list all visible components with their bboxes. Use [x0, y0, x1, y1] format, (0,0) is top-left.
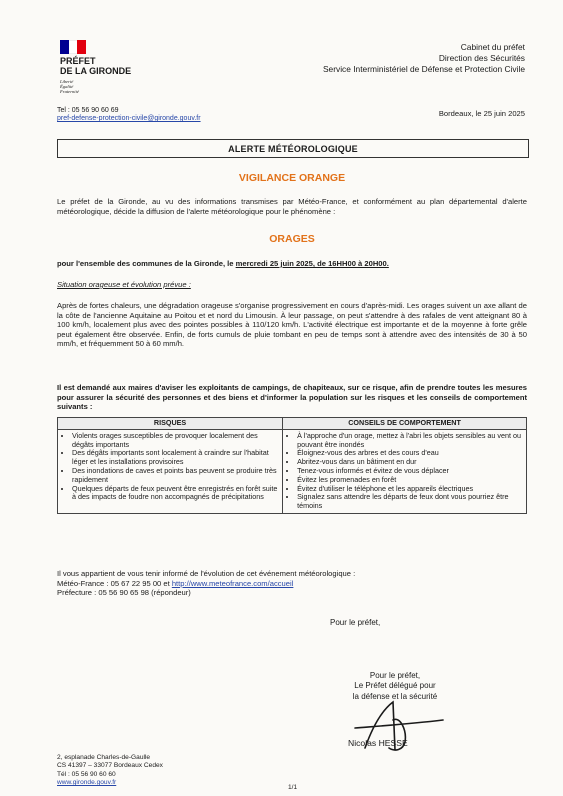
advice-item: • Signalez sans attendre les départs de feux dont vous pourriez être témoins [297, 493, 523, 511]
motto-liberte: Liberté [60, 79, 74, 84]
advice-item: • Éloignez-vous des arbres et des cours d'eau [297, 449, 523, 458]
meteo-prefix: Météo-France : 05 67 22 95 00 et [57, 578, 172, 588]
logo-motto [60, 79, 160, 94]
logo-name-line2: DE LA GIRONDE [60, 66, 132, 76]
situation-paragraph: Après de fortes chaleurs, une dégradation orageuse s'organise progressivement en cours d'après-midi. Les orages suivent un axe allant de la côte de l'ancienne Aquitaine au Poitou et et nord du Limousin. À leur passage, on peut s'attendre à des rafales de vent atteignant 80 à 100 km/h, localement plus avec des pointes possibles à 110/120 km/h. L'activité électrique est importante et de la moyenne à forte grêle peut également être observée. Enfin, de forts cumuls de pluie tombant en peu de temps sont à attendre avec des intensités de 30 à 50 mm/h, et fréquemment 50 à 60 mm/h. [57, 301, 527, 349]
footer-website[interactable]: www.gironde.gouv.fr [57, 779, 117, 787]
document-title: ALERTE MÉTÉOROLOGIQUE [57, 139, 529, 158]
sender-email[interactable]: pref-defense-protection-civile@gironde.gouv.fr [57, 115, 201, 123]
phenomenon: ORAGES [269, 233, 315, 245]
situation-heading: Situation orageuse et évolution prévue : [57, 280, 191, 289]
service-line-direction: Direction des Sécurités [438, 53, 525, 63]
scope-line [57, 259, 527, 269]
footer-cs: CS 41397 – 33077 Bordeaux Cedex [57, 762, 163, 770]
marianne-flag-icon [60, 40, 86, 54]
risk-item: • Violents orages susceptibles de provoquer localement des dégâts importants [72, 432, 279, 450]
meteo-line [57, 579, 527, 589]
advice-item: • Évitez d'utiliser le téléphone et les appareils électriques [297, 485, 523, 494]
prefecture-logo [60, 40, 160, 94]
vigilance-level: VIGILANCE ORANGE [238, 172, 346, 184]
page-number: 1/1 [288, 784, 298, 791]
advice-item: • Abritez-vous dans un bâtiment en dur [297, 458, 523, 467]
risk-item: • Quelques départs de feux peuvent être enregistrés en forêt suite à des impacts de foudre non accompagnés de précipitations [72, 485, 279, 503]
advice-item: • Tenez-vous informés et évitez de vous déplacer [297, 467, 523, 476]
advice-item: • À l'approche d'un orage, mettez à l'abri les objets sensibles au vent ou pouvant être inondés [297, 432, 523, 450]
risks-cell [58, 429, 283, 513]
logo-name-line1: PRÉFET [60, 56, 96, 66]
scope-date: mercredi 25 juin 2025, de 16HH00 à 20H00. [235, 259, 389, 268]
prefecture-line: Préfecture : 05 56 90 65 98 (répondeur) [57, 588, 191, 598]
service-header [323, 42, 525, 75]
meteo-link[interactable]: http://www.meteofrance.com/accueil [171, 578, 294, 588]
risks-header: RISQUES [58, 418, 283, 430]
risks-advice-table [57, 417, 527, 514]
contact-intro: Il vous appartient de vous tenir informé de l'évolution de cet événement météorologique : [57, 569, 356, 578]
risk-item: • Des inondations de caves et points bas peuvent se produire très rapidement [72, 467, 279, 485]
handwritten-signature [345, 690, 455, 760]
signature-line-2: Le Préfet délégué pour [354, 681, 436, 691]
place-date: Bordeaux, le 25 juin 2025 [438, 109, 525, 118]
signature-line-1: Pour le préfet, [369, 671, 421, 680]
intro-paragraph: Le préfet de la Gironde, au vu des informations transmises par Météo-France, et conformément au plan départemental d'alerte météorologique, décide la diffusion de l'alerte météorologique pour le phénomène : [57, 197, 527, 216]
footer-tel: Tél : 05 56 90 60 60 [57, 770, 116, 778]
signatory-name: Nicolas HESSE [348, 738, 408, 748]
footer-street: 2, esplanade Charles-de-Gaulle [57, 754, 151, 761]
signature-line-3: la défense et la sécurité [352, 691, 438, 701]
contact-block [57, 569, 527, 598]
motto-egalite: Égalité [60, 84, 74, 89]
scope-prefix: pour l'ensemble des communes de la Gironde, le [57, 259, 236, 268]
advice-cell [283, 429, 527, 513]
sender-contact [57, 107, 201, 124]
motto-fraternite: Fraternité [60, 89, 79, 94]
footer-address [57, 754, 163, 788]
service-line-cabinet: Cabinet du préfet [460, 42, 525, 52]
sender-tel: Tel : 05 56 90 60 69 [57, 107, 119, 114]
salutation: Pour le préfet, [330, 618, 381, 627]
request-paragraph: Il est demandé aux maires d'aviser les exploitants de campings, de chapiteaux, sur ce risque, afin de prendre toutes les mesures pour assurer la sécurité des personnes et des biens et d'informer la population sur les risques et les conseils de comportement suivants : [57, 383, 527, 412]
service-line-siddpc: Service Interministériel de Défense et Protection Civile [322, 64, 525, 74]
advice-header: CONSEILS DE COMPORTEMENT [283, 418, 527, 430]
advice-item: • Évitez les promenades en forêt [297, 476, 523, 485]
risk-item: • Des dégâts importants sont localement à craindre sur l'habitat léger et les installations provisoires [72, 449, 279, 467]
